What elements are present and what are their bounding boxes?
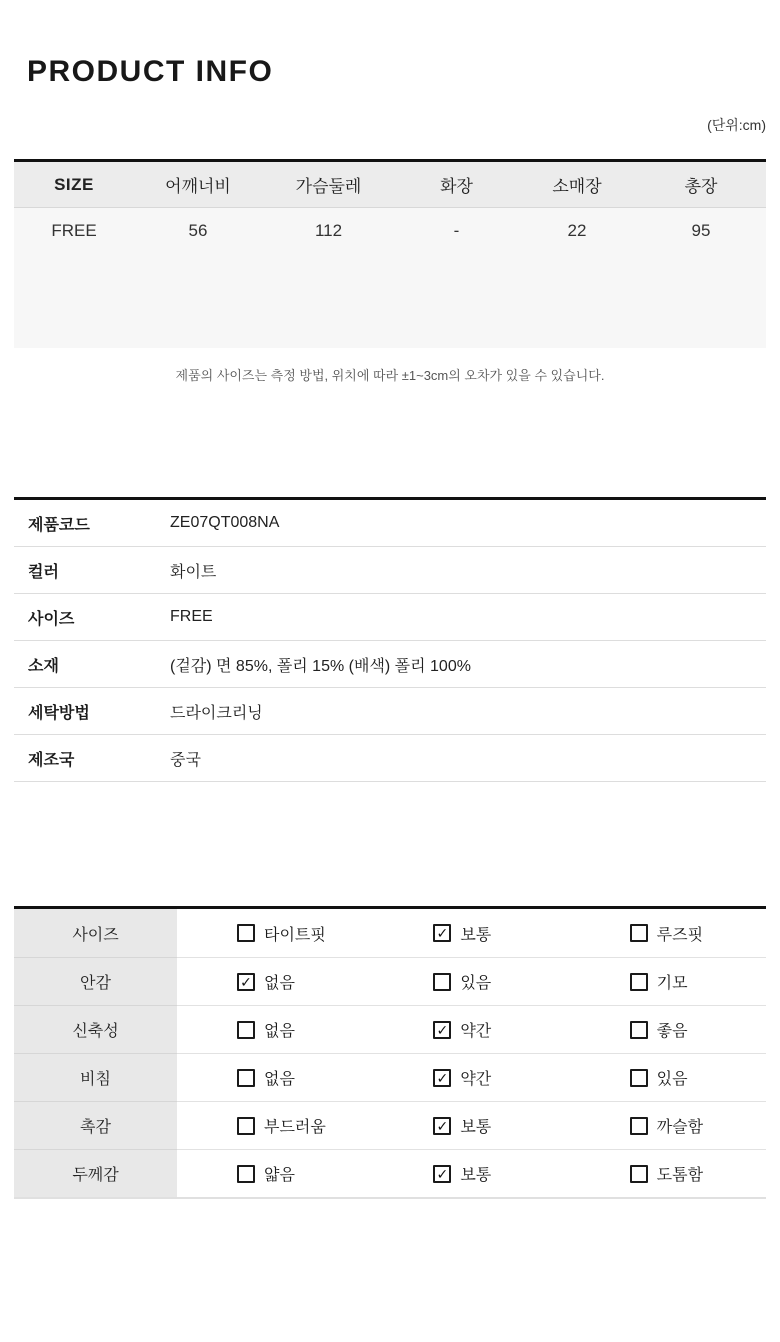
detail-row-material — [14, 641, 766, 688]
shoulder-value-cell: 56 — [188, 221, 208, 240]
column-header-size: SIZE — [54, 174, 94, 194]
checkbox-icon — [433, 924, 451, 942]
attribute-option — [373, 1006, 569, 1053]
option-label: 좋음 — [656, 1023, 688, 1040]
detail-label: 세탁방법 — [28, 704, 90, 722]
detail-value: 중국 — [170, 751, 201, 769]
checkbox-icon — [630, 973, 648, 991]
detail-label: 소재 — [28, 657, 59, 675]
attribute-option — [373, 1102, 569, 1149]
detail-row-washing — [14, 688, 766, 735]
option-label: 보통 — [460, 926, 492, 944]
option-label: 약간 — [460, 1071, 492, 1088]
checkbox-icon — [237, 1069, 255, 1087]
checkbox-icon — [237, 973, 255, 991]
detail-row-product-code — [14, 500, 766, 547]
option-label: 없음 — [264, 975, 295, 992]
product-details-list — [14, 497, 766, 782]
option-label: 약간 — [460, 1023, 492, 1040]
size-table-header — [14, 162, 766, 208]
detail-row-size — [14, 594, 766, 641]
detail-value: FREE — [170, 608, 213, 625]
detail-value: 드라이크리닝 — [170, 704, 263, 722]
detail-label: 제조국 — [28, 751, 75, 769]
attribute-row-texture — [14, 1101, 766, 1149]
attribute-option — [177, 1054, 373, 1101]
size-table — [14, 159, 766, 348]
attribute-option — [373, 1150, 569, 1197]
option-label: 까슬함 — [656, 1119, 704, 1136]
checkbox-icon — [433, 1021, 451, 1039]
detail-label: 제품코드 — [28, 516, 90, 534]
detail-value: (겉감) 면 85%, 폴리 15% (배색) 폴리 100% — [170, 657, 471, 675]
checkbox-icon — [630, 1117, 648, 1135]
attribute-option — [570, 909, 766, 957]
option-label: 없음 — [264, 1023, 295, 1040]
attribute-label: 안감 — [14, 957, 177, 1005]
attribute-row-sheerness — [14, 1053, 766, 1101]
option-label: 없음 — [264, 1071, 295, 1088]
checkbox-icon — [237, 1117, 255, 1135]
checkbox-icon — [433, 1069, 451, 1087]
checkbox-icon — [630, 924, 648, 942]
checkbox-icon — [237, 1165, 255, 1183]
attribute-option — [177, 1006, 373, 1053]
attribute-label: 사이즈 — [14, 909, 177, 957]
sleeve-value-cell: 22 — [567, 221, 587, 240]
checkbox-icon — [433, 1165, 451, 1183]
attribute-row-thickness — [14, 1149, 766, 1197]
attribute-option — [177, 1150, 373, 1197]
page-title: PRODUCT INFO — [27, 55, 274, 88]
detail-label: 컬러 — [28, 563, 59, 581]
attribute-label: 촉감 — [14, 1101, 177, 1149]
attribute-option — [570, 1150, 766, 1197]
attribute-options — [177, 909, 766, 957]
option-label: 보통 — [460, 1167, 492, 1184]
attribute-option — [570, 1006, 766, 1053]
column-header-shoulder: 어깨너비 — [165, 177, 231, 196]
chest-value-cell: 112 — [314, 221, 343, 240]
detail-row-country — [14, 735, 766, 782]
attribute-option — [570, 1102, 766, 1149]
attribute-option — [177, 1102, 373, 1149]
attribute-label: 신축성 — [14, 1005, 177, 1053]
attribute-option — [177, 909, 373, 957]
detail-value: ZE07QT008NA — [170, 514, 280, 531]
total-length-value-cell: 95 — [691, 221, 711, 240]
option-label: 타이트핏 — [264, 926, 326, 944]
hwajang-value-cell: - — [453, 221, 460, 240]
unit-label: (단위:cm) — [707, 117, 766, 133]
checkbox-icon — [433, 973, 451, 991]
checkbox-icon — [630, 1069, 648, 1087]
column-header-sleeve: 소매장 — [552, 177, 602, 196]
option-label: 부드러움 — [264, 1119, 326, 1136]
column-header-hwajang: 화장 — [440, 177, 473, 196]
checkbox-icon — [433, 1117, 451, 1135]
attributes-table — [14, 906, 766, 1199]
attribute-options — [177, 1149, 766, 1197]
attribute-options — [177, 1053, 766, 1101]
attribute-row-lining — [14, 957, 766, 1005]
option-label: 루즈핏 — [656, 926, 704, 944]
detail-value: 화이트 — [170, 563, 217, 581]
column-header-total-length: 총장 — [684, 177, 718, 196]
checkbox-icon — [237, 924, 255, 942]
attribute-options — [177, 1101, 766, 1149]
detail-label: 사이즈 — [28, 610, 75, 628]
option-label: 얇음 — [264, 1167, 295, 1184]
attribute-option — [373, 1054, 569, 1101]
attribute-options — [177, 1005, 766, 1053]
attribute-options — [177, 957, 766, 1005]
checkbox-icon — [630, 1021, 648, 1039]
attribute-option — [177, 958, 373, 1005]
option-label: 기모 — [656, 975, 688, 992]
size-table-body — [14, 208, 766, 348]
checkbox-icon — [237, 1021, 255, 1039]
attribute-row-fit — [14, 909, 766, 957]
attribute-option — [373, 909, 569, 957]
detail-row-color — [14, 547, 766, 594]
attribute-label: 두께감 — [14, 1149, 177, 1197]
checkbox-icon — [630, 1165, 648, 1183]
size-tolerance-note: 제품의 사이즈는 측정 방법, 위치에 따라 ±1~3cm의 오차가 있을 수 있습니다. — [175, 368, 605, 383]
attribute-option — [373, 958, 569, 1005]
attribute-option — [570, 1054, 766, 1101]
option-label: 도톰함 — [656, 1167, 704, 1184]
option-label: 있음 — [656, 1071, 688, 1088]
column-header-chest: 가슴둘레 — [295, 177, 362, 196]
attribute-option — [570, 958, 766, 1005]
attribute-row-stretch — [14, 1005, 766, 1053]
table-row — [14, 208, 766, 254]
option-label: 있음 — [460, 975, 492, 992]
attribute-label: 비침 — [14, 1053, 177, 1101]
size-value-cell: FREE — [51, 221, 97, 240]
option-label: 보통 — [460, 1119, 492, 1136]
